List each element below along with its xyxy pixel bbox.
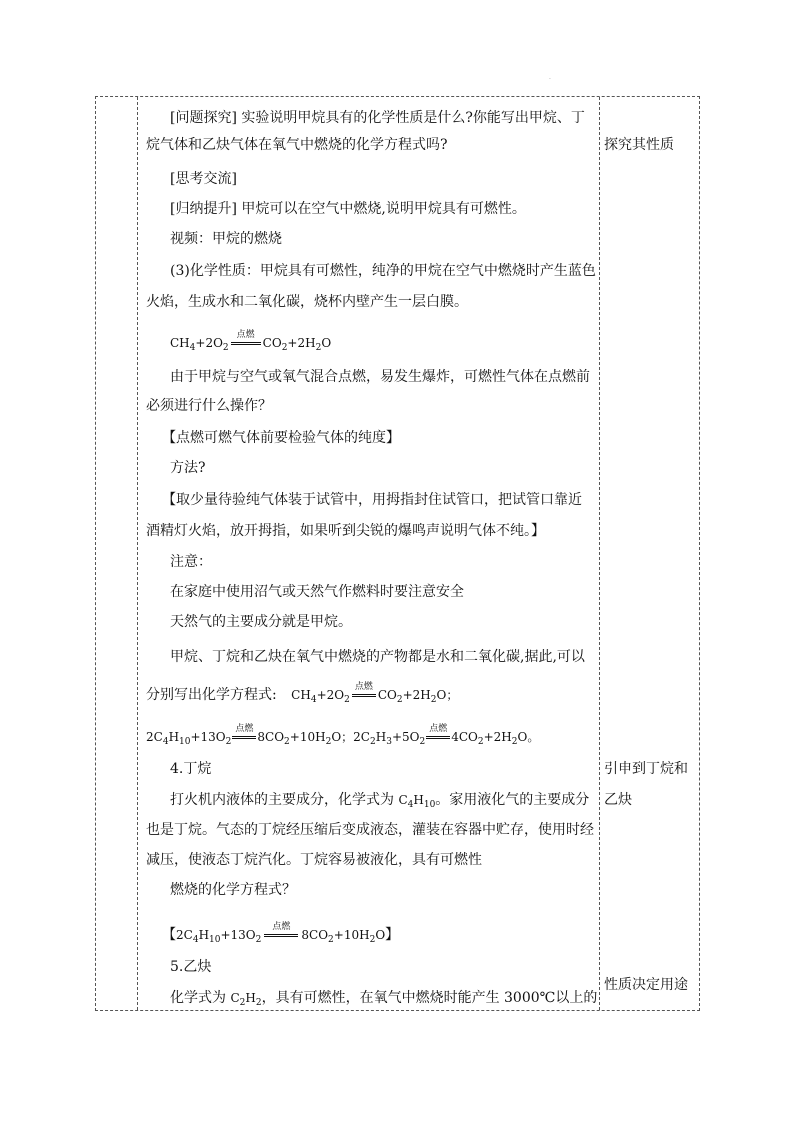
side-note: 探究其性质 [604,137,674,153]
equation-methane [170,330,332,358]
text-line: 【点燃可燃气体前要检验气体的纯度】 [162,430,400,446]
side-note: 性质决定用途 [604,977,688,993]
text-line: 由于甲烷与空气或氧气混合点燃，易发生爆炸，可燃性气体在点燃前 [170,369,590,385]
reaction-arrow: 点燃 [352,694,376,697]
text-line: 甲烷、丁烷和乙炔在氧气中燃烧的产物都是水和二氧化碳,据此,可以 [170,649,585,665]
text-line: 必须进行什么操作？ [146,398,272,414]
formula-part: O [321,336,332,350]
formula-butane: $C_4H_{10}$ [398,793,436,810]
text-line: 火焰，生成水和二氧化碳，烧杯内壁产生一层白膜。 [146,294,468,310]
side-note: 引申到丁烷和 [604,761,688,777]
reaction-arrow [231,330,261,345]
reaction-arrow: 点燃 [264,934,298,937]
page-mark: · [549,76,551,83]
text-line: [思考交流] [170,171,237,187]
subscript: 2 [222,343,229,353]
equation-butane-answer: 【$2C_4H_{10}+13O_2$ 点燃 $8CO_2+10H_2O$】 [162,922,400,945]
reaction-arrow: 点燃 [232,736,256,739]
text-line: 4.丁烷 [170,761,212,777]
formula-part: +2O [195,336,223,350]
formula-part: CH [170,336,190,350]
text-line: [归纳提升] 甲烷可以在空气中燃烧,说明甲烷具有可燃性。 [170,201,526,217]
equation-methane-inline: $CH_4+2O_2$ 点燃 $CO_2+2H_2O$； [291,682,459,705]
text-line: 天然气的主要成分就是甲烷。 [170,614,352,630]
column-divider [137,97,138,1010]
subscript: 4 [189,343,196,353]
side-note: 乙炔 [604,792,632,808]
text-line: 减压，使液态丁烷汽化。丁烷容易被液化，具有可燃性 [146,852,482,868]
formula-part: CO [262,336,282,350]
text-line: 烷气体和乙炔气体在氧气中燃烧的化学方程式吗? [146,137,448,153]
column-divider [599,97,600,1010]
text-segment: 分别写出化学方程式: [146,687,277,703]
formula-part: +2H [287,336,316,350]
text-line: 燃烧的化学方程式？ [170,882,296,898]
text-line: 方法? [170,460,206,476]
text-line: 视频：甲烷的燃烧 [170,231,282,247]
text-line: 注意： [170,554,212,570]
text-line: 5.乙炔 [170,959,212,975]
reaction-arrow: 点燃 [426,736,450,739]
equation-butane-acetylene: $2C_4H_{10}+13O_2$ 点燃 $8CO_2+10H_2O$；$2C_2H_3+5O_2$ 点燃 $4CO_2+2H_2O$。 [146,724,540,747]
text-line [146,682,459,710]
text-line: [问题探究] 实验说明甲烷具有的化学性质是什么?你能写出甲烷、丁 [170,110,585,126]
subscript: 2 [315,343,322,353]
formula-acetylene: $C_2H_2$ [230,991,262,1008]
text-line: (3)化学性质：甲烷具有可燃性，纯净的甲烷在空气中燃烧时产生蓝色 [170,263,596,279]
text-line: 【取少量待验纯气体装于试管中，用拇指封住试管口，把试管口靠近 [162,492,582,508]
subscript: 2 [281,343,288,353]
text-line: 打火机内液体的主要成分，化学式为 $C_4H_{10}$。家用液化气的主要成分 [170,792,590,810]
text-line: 也是丁烷。气态的丁烷经压缩后变成液态，灌装在容器中贮存，使用时经 [146,822,594,838]
lesson-table [95,96,700,1011]
reaction-condition: 点燃 [236,330,255,340]
text-line: 化学式为 $C_2H_2$，具有可燃性，在氧气中燃烧时能产生 3000℃以上的 [170,990,598,1008]
text-line: 酒精灯火焰，放开拇指，如果听到尖锐的爆鸣声说明气体不纯。】 [146,523,545,539]
text-line: 在家庭中使用沼气或天然气作燃料时要注意安全 [170,584,464,600]
